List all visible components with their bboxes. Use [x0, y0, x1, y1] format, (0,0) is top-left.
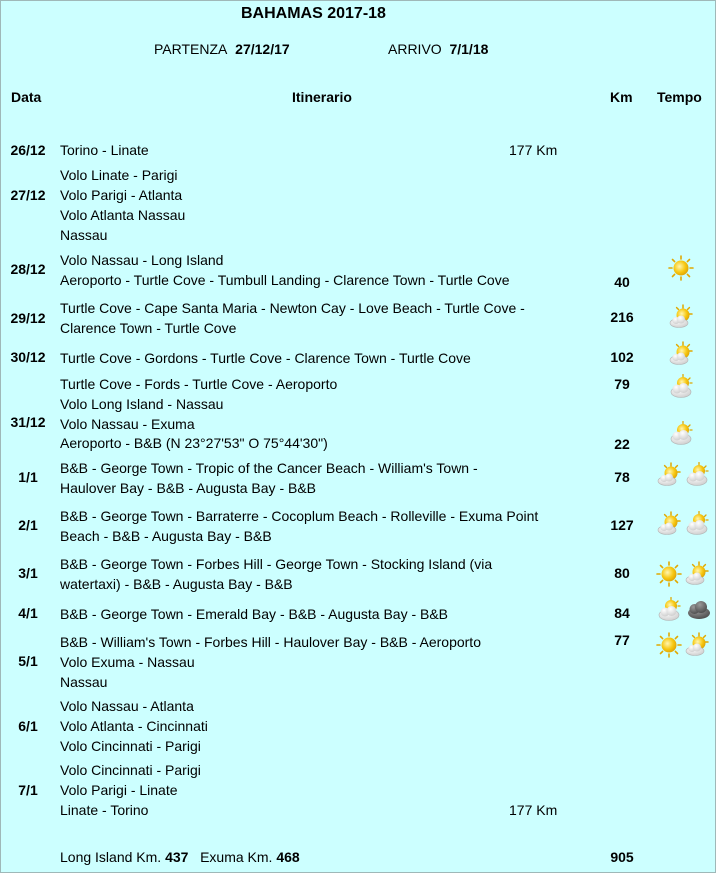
itinerary-line: Turtle Cove - Fords - Turtle Cove - Aeroporto	[60, 376, 338, 392]
row-date: 1/1	[18, 469, 38, 485]
exuma-label: Exuma Km.	[200, 849, 273, 865]
itinerary-line: B&B - George Town - Barraterre - Cocoplum Beach - Rolleville - Exuma Point	[60, 508, 539, 524]
sun-behind-cloud-icon	[656, 462, 682, 488]
sunny-icon	[656, 632, 682, 658]
arrival-date: 7/1/18	[449, 41, 489, 57]
km-value: 102	[610, 349, 634, 365]
km-value: 84	[614, 605, 630, 621]
partly-cloudy-icon	[656, 597, 682, 623]
row-date: 30/12	[10, 349, 46, 365]
itinerary-line: Beach - B&B - Augusta Bay - B&B	[60, 528, 272, 544]
itinerary-line: Volo Nassau - Long Island	[60, 252, 224, 268]
row-date: 7/1	[18, 782, 38, 798]
long-island-label: Long Island Km.	[60, 849, 162, 865]
itinerary-line: Volo Exuma - Nassau	[60, 654, 195, 670]
row-date: 2/1	[18, 517, 38, 533]
km-value: 79	[614, 376, 630, 392]
itinerary-line: B&B - William's Town - Forbes Hill - Haulover Bay - B&B - Aeroporto	[60, 634, 481, 650]
itinerary-line: Volo Atlanta Nassau	[60, 207, 186, 223]
column-header-itinerario: Itinerario	[292, 89, 352, 105]
km-value: 127	[610, 517, 634, 533]
footer-totals	[60, 849, 300, 865]
row-date: 5/1	[18, 653, 38, 669]
sun-behind-cloud-icon	[668, 304, 694, 330]
itinerary-line: Turtle Cove - Gordons - Turtle Cove - Clarence Town - Turtle Cove	[60, 350, 471, 366]
itinerary-line: Nassau	[60, 674, 108, 690]
departure-label: PARTENZA	[154, 41, 228, 57]
row-date: 31/12	[10, 414, 46, 430]
km-value: 77	[614, 632, 630, 648]
km-note: 177 Km	[509, 142, 558, 158]
itinerary-line: B&B - George Town - Emerald Bay - B&B - Augusta Bay - B&B	[60, 606, 449, 622]
km-value: 78	[614, 469, 630, 485]
itinerary-line: Volo Cincinnati - Parigi	[60, 738, 201, 754]
row-date: 27/12	[10, 187, 46, 203]
itinerary-line: Haulover Bay - B&B - Augusta Bay - B&B	[60, 480, 317, 496]
row-date: 6/1	[18, 718, 38, 734]
departure-date: 27/12/17	[235, 41, 290, 57]
long-island-km: 437	[165, 849, 189, 865]
km-note: 177 Km	[509, 802, 558, 818]
km-value: 216	[610, 309, 634, 325]
column-header-data: Data	[11, 89, 42, 105]
itinerary-line: Aeroporto - B&B (N 23°27'53" O 75°44'30")	[60, 435, 328, 451]
exuma-km: 468	[276, 849, 300, 865]
row-date: 29/12	[10, 310, 46, 326]
itinerary-line: Volo Parigi - Linate	[60, 782, 178, 798]
departure-info	[154, 41, 290, 57]
arrival-info	[388, 41, 488, 57]
km-value: 40	[614, 274, 630, 290]
itinerary-line: B&B - George Town - Forbes Hill - George Town - Stocking Island (via	[60, 556, 493, 572]
row-date: 4/1	[18, 605, 38, 621]
page-title: BAHAMAS 2017-18	[241, 5, 386, 22]
itinerary-line: Volo Long Island - Nassau	[60, 396, 224, 412]
itinerary-line: Turtle Cove - Cape Santa Maria - Newton Cay - Love Beach - Turtle Cove -	[60, 300, 525, 316]
itinerary-line: Clarence Town - Turtle Cove	[60, 320, 237, 336]
itinerary-line: Volo Cincinnati - Parigi	[60, 762, 201, 778]
sun-behind-cloud-icon	[656, 511, 682, 537]
itinerary-line: Linate - Torino	[60, 802, 149, 818]
partly-cloudy-icon	[668, 374, 694, 400]
total-km: 905	[610, 849, 634, 865]
km-value: 22	[614, 436, 630, 452]
itinerary-line: Nassau	[60, 227, 108, 243]
itinerary-line: Torino - Linate	[60, 142, 149, 158]
row-date: 3/1	[18, 565, 38, 581]
itinerary-line: Volo Linate - Parigi	[60, 167, 178, 183]
row-date: 26/12	[10, 142, 46, 158]
sun-behind-cloud-icon	[684, 632, 710, 658]
column-header-tempo: Tempo	[657, 89, 702, 105]
itinerary-line: Volo Atlanta - Cincinnati	[60, 718, 208, 734]
itinerary-line: Volo Parigi - Atlanta	[60, 187, 183, 203]
sunny-icon	[656, 561, 682, 587]
storm-cloud-icon	[686, 597, 712, 623]
partly-cloudy-icon	[684, 462, 710, 488]
partly-cloudy-icon	[668, 421, 694, 447]
sun-behind-cloud-icon	[684, 561, 710, 587]
sunny-icon	[668, 255, 694, 281]
itinerary-line: Volo Nassau - Exuma	[60, 416, 195, 432]
row-date: 28/12	[10, 261, 46, 277]
itinerary-line: watertaxi) - B&B - Augusta Bay - B&B	[60, 576, 293, 592]
column-header-km: Km	[610, 89, 633, 105]
arrival-label: ARRIVO	[388, 41, 442, 57]
itinerary-line: B&B - George Town - Tropic of the Cancer Beach - William's Town -	[60, 460, 478, 476]
partly-cloudy-icon	[684, 511, 710, 537]
itinerary-line: Volo Nassau - Atlanta	[60, 698, 194, 714]
km-value: 80	[614, 565, 630, 581]
sun-behind-cloud-icon	[668, 341, 694, 367]
itinerary-line: Aeroporto - Turtle Cove - Tumbull Landing - Clarence Town - Turtle Cove	[60, 272, 510, 288]
